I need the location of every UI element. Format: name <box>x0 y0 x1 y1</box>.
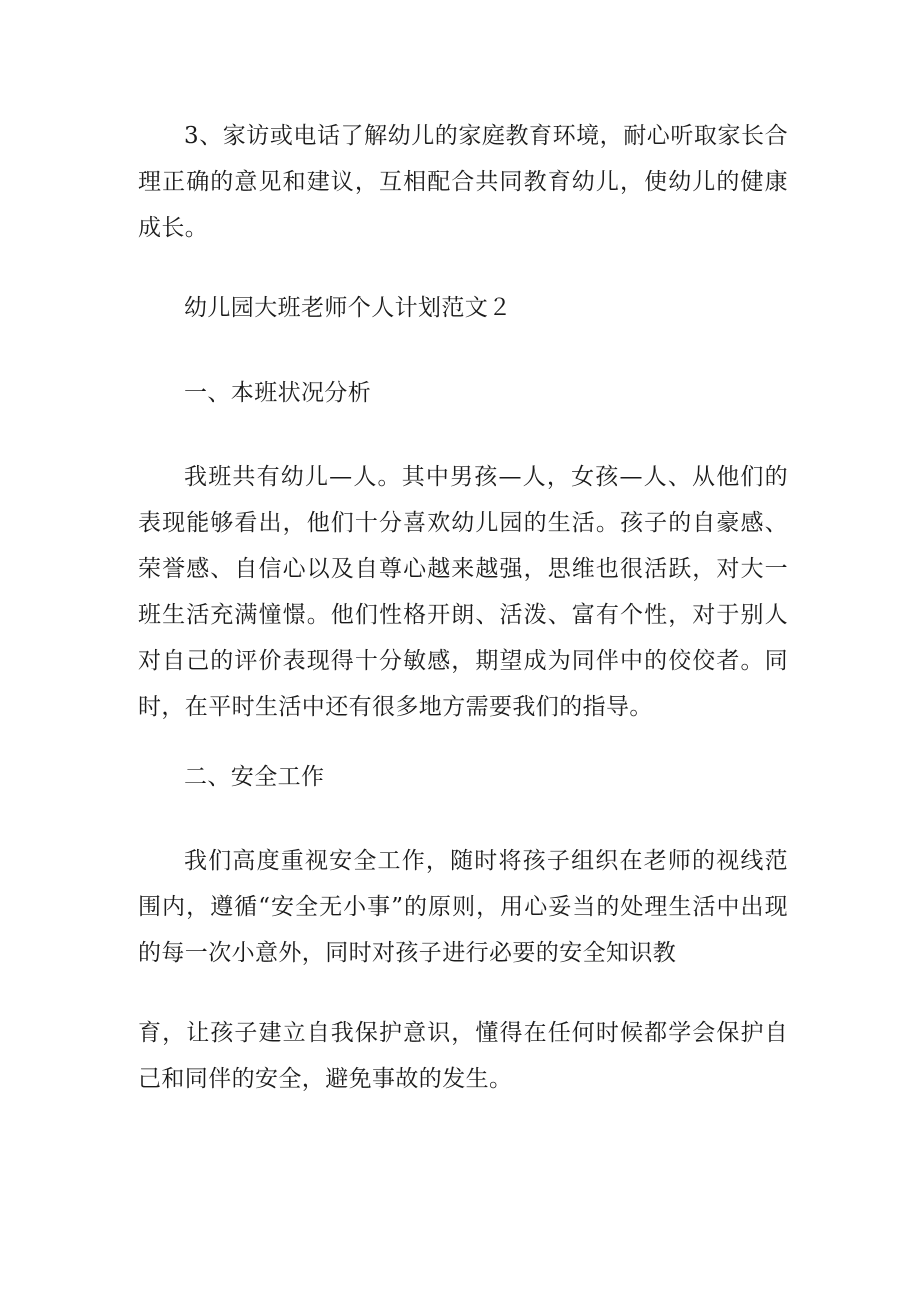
paragraph-home-visit: 3、家访或电话了解幼儿的家庭教育环境，耐心听取家长合理正确的意见和建议，互相配合共同教育幼儿，使幼儿的健康成长。 <box>138 123 788 241</box>
plan-title: 幼儿园大班老师个人计划范文２ <box>184 295 512 321</box>
section-heading-class-analysis: 一、本班状况分析 <box>184 380 372 406</box>
paragraph-safety-work-part-1: 我们高度重视安全工作，随时将孩子组织在老师的视线范围内，遵循“安全无小事”的原则，用心妥当的处理生活中出现的每一次小意外，同时对孩子进行必要的安全知识教 <box>138 848 788 966</box>
paragraph-safety-work-part-2: 育，让孩子建立自我保护意识，懂得在任何时候都学会保护自己和同伴的安全，避免事故的发生。 <box>138 1020 788 1092</box>
section-heading-safety-work: 二、安全工作 <box>184 764 325 790</box>
paragraph-class-analysis: 我班共有幼儿—人。其中男孩—人，女孩—人、从他们的表现能够看出，他们十分喜欢幼儿园的生活。孩子的自豪感、荣誉感、自信心以及自尊心越来越强，思维也很活跃，对大一班生活充满憧憬。他们性格开朗、活泼、富有个性，对于别人对自己的评价表现得十分敏感，期望成为同伴中的佼佼者。同时，在平时生活中还有很多地方需要我们的指导。 <box>138 464 788 720</box>
